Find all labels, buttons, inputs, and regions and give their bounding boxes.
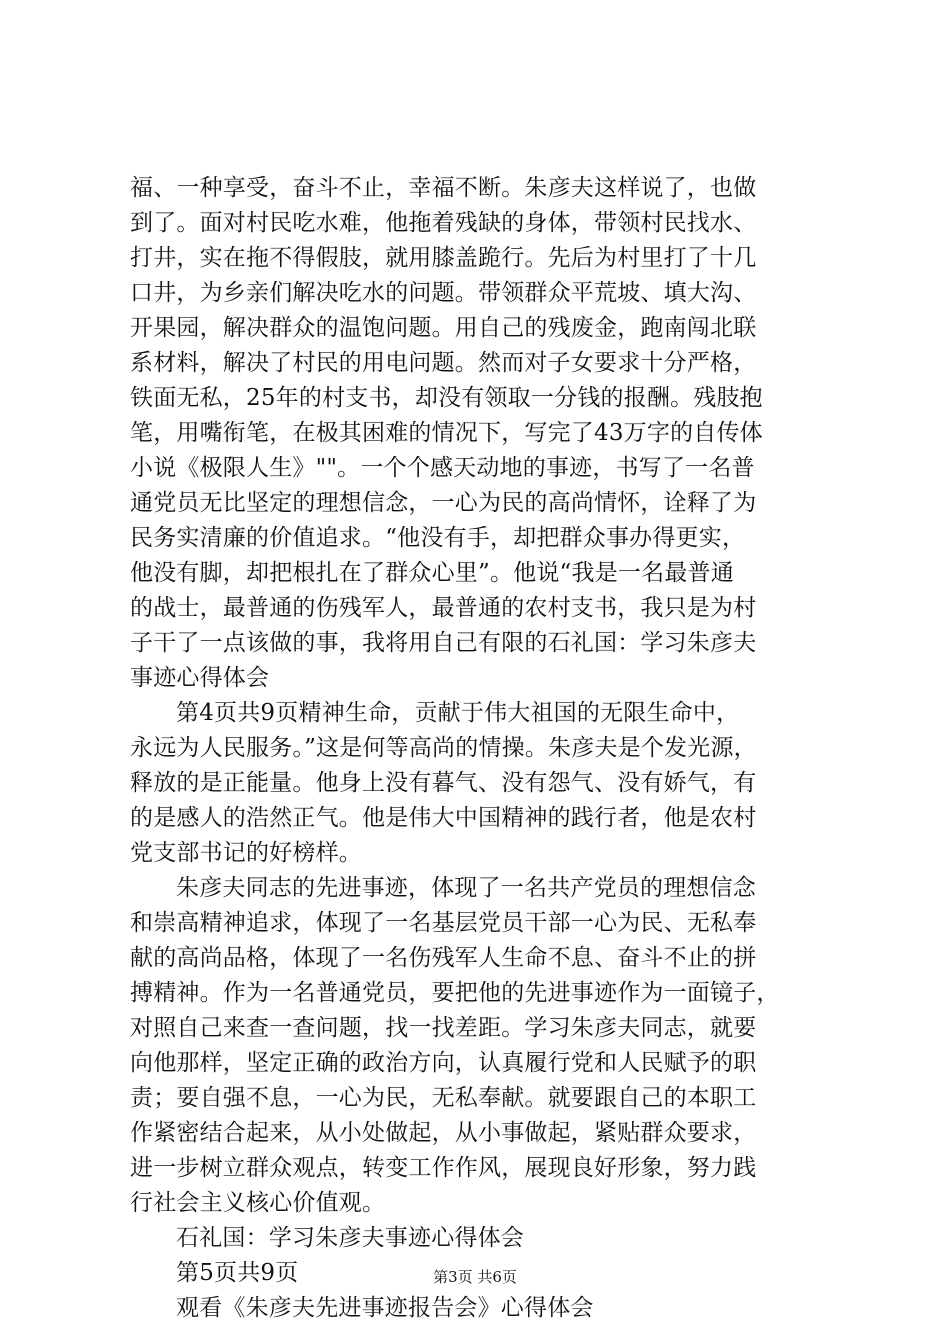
text-line: 观看《朱彦夫先进事迹报告会》心得体会 [176,1295,594,1321]
text-line: 第4页共9页精神生命，贡献于伟大祖国的无限生命中， [176,700,740,726]
text-line: 行社会主义核心价值观。 [130,1190,386,1216]
text-line: 小说《极限人生》""。一个个感天动地的事迹，书写了一名普 [130,455,755,481]
text-line: 进一步树立群众观点，转变工作作风，展现良好形象，努力践 [130,1155,757,1181]
text-line: 子干了一点该做的事，我将用自己有限的石礼国：学习朱彦夫 [130,630,757,656]
text-line: 通党员无比坚定的理想信念，一心为民的高尚情怀，诠释了为 [130,490,757,516]
text-line: 福、一种享受，奋斗不止，幸福不断。朱彦夫这样说了，也做 [130,175,757,201]
text-line: 永远为人民服务。”这是何等高尚的情操。朱彦夫是个发光源， [130,735,757,761]
document-body [130,171,830,1326]
text-line: 和崇高精神追求，体现了一名基层党员干部一心为民、无私奉 [130,910,757,936]
text-line: 第5页共9页 [176,1260,299,1286]
text-line: 口井，为乡亲们解决吃水的问题。带领群众平荒坡、填大沟、 [130,280,757,306]
text-line: 他没有脚，却把根扎在了群众心里”。他说“我是一名最普通 [130,560,734,586]
text-line: 朱彦夫同志的先进事迹，体现了一名共产党员的理想信念 [176,875,756,901]
text-line: 笔，用嘴衔笔，在极其困难的情况下，写完了43万字的自传体 [130,420,763,446]
text-line: 责；要自强不息，一心为民，无私奉献。就要跟自己的本职工 [130,1085,757,1111]
text-line: 向他那样，坚定正确的政治方向，认真履行党和人民赋予的职 [130,1050,757,1076]
page-footer: 第3页 共6页 [433,1268,517,1286]
text-line: 献的高尚品格，体现了一名伤残军人生命不息、奋斗不止的拼 [130,945,757,971]
text-line: 系材料，解决了村民的用电问题。然而对子女要求十分严格， [130,350,757,376]
text-line: 铁面无私，25年的村支书，却没有领取一分钱的报酬。残肢抱 [130,385,763,411]
text-line: 搏精神。作为一名普通党员，要把他的先进事迹作为一面镜子， [130,980,780,1006]
text-line: 到了。面对村民吃水难，他拖着残缺的身体，带领村民找水、 [130,210,757,236]
text-line: 作紧密结合起来，从小处做起，从小事做起，紧贴群众要求， [130,1120,757,1146]
text-line: 的是感人的浩然正气。他是伟大中国精神的践行者，他是农村 [130,805,757,831]
text-line: 开果园，解决群众的温饱问题。用自己的残废金，跑南闯北联 [130,315,757,341]
text-line: 打井，实在拖不得假肢，就用膝盖跪行。先后为村里打了十几 [130,245,757,271]
text-line: 的战士，最普通的伤残军人，最普通的农村支书，我只是为村 [130,595,757,621]
text-line: 石礼国：学习朱彦夫事迹心得体会 [176,1225,524,1251]
text-line: 党支部书记的好榜样。 [130,840,362,866]
text-line: 释放的是正能量。他身上没有暮气、没有怨气、没有娇气，有 [130,770,757,796]
text-line: 民务实清廉的价值追求。“他没有手，却把群众事办得更实， [130,525,746,551]
text-line: 事迹心得体会 [130,665,270,691]
text-line: 对照自己来查一查问题，找一找差距。学习朱彦夫同志，就要 [130,1015,757,1041]
